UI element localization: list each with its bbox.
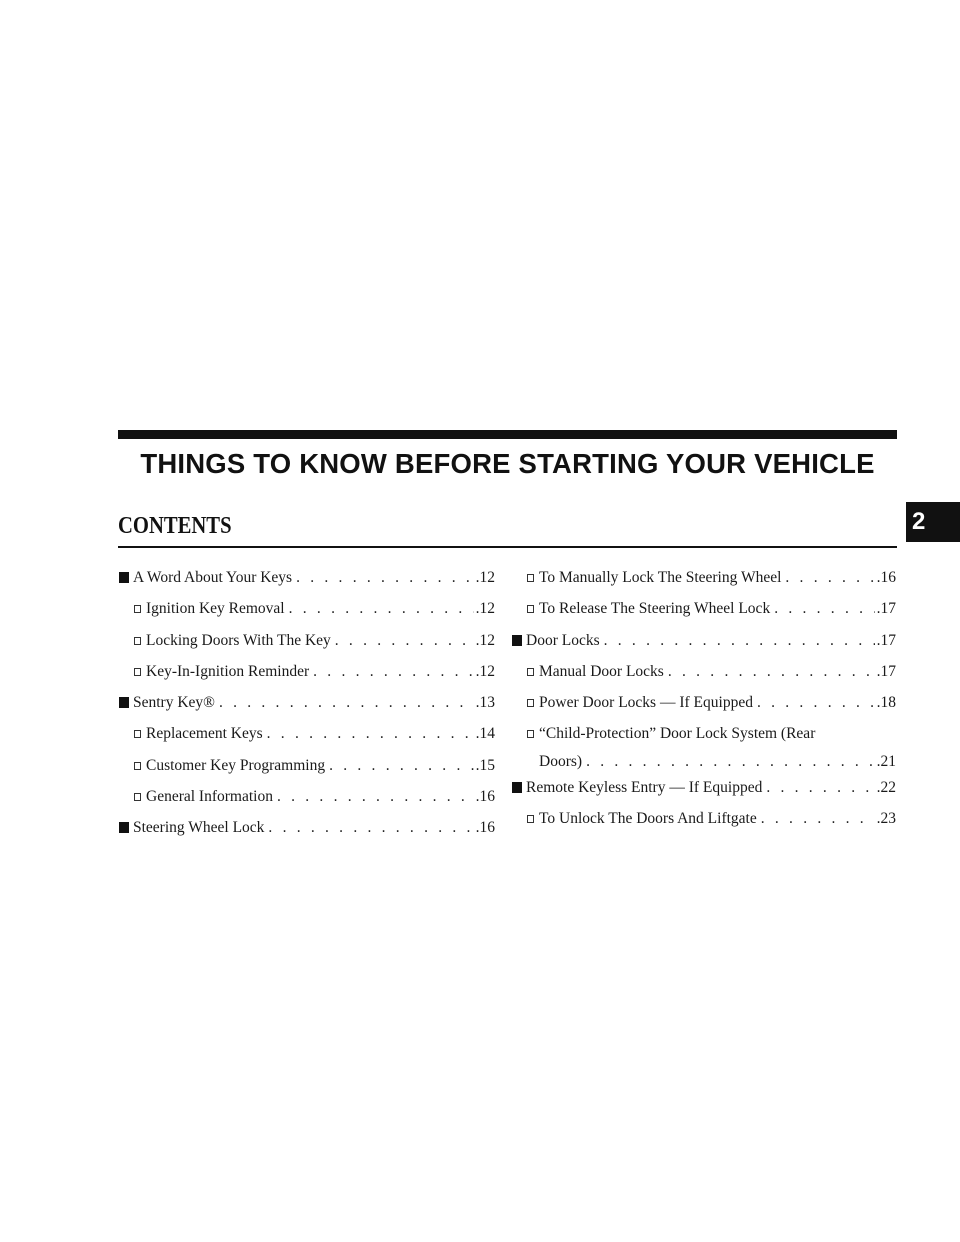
- toc-page-number: .17: [876, 662, 896, 680]
- toc-entry[interactable]: [119, 595, 495, 623]
- toc-entry[interactable]: [119, 658, 495, 686]
- toc-entry-title-continued: Doors): [539, 753, 583, 771]
- toc-page-number: .16: [876, 569, 896, 586]
- toc-entry-title: Power Door Locks — If Equipped: [539, 694, 753, 712]
- toc-page-number: .14: [475, 725, 495, 743]
- dot-leader: [313, 658, 473, 686]
- toc-page-number: .18: [876, 694, 896, 712]
- dot-leader: [586, 748, 875, 776]
- subsection-bullet-icon: [527, 605, 534, 613]
- toc-entry[interactable]: [512, 774, 896, 802]
- toc-entry-title: Ignition Key Removal: [146, 600, 285, 618]
- toc-entry-title: Locking Doors With The Key: [146, 631, 331, 649]
- subsection-bullet-icon: [134, 605, 141, 613]
- dot-leader: [761, 805, 875, 833]
- toc-entry-title: To Unlock The Doors And Liftgate: [539, 810, 757, 828]
- subsection-bullet-icon: [527, 668, 534, 676]
- dot-leader: [219, 689, 474, 717]
- toc-page-number: .22: [876, 778, 896, 796]
- toc-entry[interactable]: [512, 805, 896, 833]
- toc-page-number: .17: [876, 600, 896, 618]
- toc-entry-title: Key-In-Ignition Reminder: [146, 662, 310, 680]
- subsection-bullet-icon: [527, 574, 534, 582]
- toc-entry[interactable]: [512, 689, 896, 717]
- contents-rule: [118, 546, 897, 548]
- subsection-bullet-icon: [527, 815, 534, 823]
- dot-leader: [774, 595, 874, 623]
- toc-entry-title: “Child-Protection” Door Lock System (Rear: [539, 725, 816, 743]
- dot-leader: [267, 720, 474, 748]
- dot-leader: [329, 752, 474, 780]
- dot-leader: [289, 595, 474, 623]
- subsection-bullet-icon: [134, 762, 141, 770]
- dot-leader: [757, 689, 875, 717]
- toc-entry-title: Door Locks: [526, 631, 600, 649]
- toc-right-column: [512, 564, 896, 836]
- toc-entry[interactable]: [119, 564, 495, 592]
- toc-entry[interactable]: [119, 783, 495, 811]
- toc-page-number: .12: [475, 600, 495, 618]
- toc-entry[interactable]: [512, 564, 896, 592]
- dot-leader: [604, 627, 875, 655]
- toc-entry[interactable]: [119, 720, 495, 748]
- toc-entry[interactable]: [512, 720, 896, 770]
- toc-left-column: [119, 564, 495, 846]
- toc-entry[interactable]: [512, 627, 896, 655]
- toc-entry[interactable]: [119, 814, 495, 842]
- toc-page-number: .15: [475, 756, 495, 774]
- chapter-tab: 2: [906, 502, 960, 542]
- subsection-bullet-icon: [527, 699, 534, 707]
- section-bullet-icon: [119, 822, 129, 833]
- toc-entry[interactable]: [119, 689, 495, 717]
- subsection-bullet-icon: [134, 637, 141, 645]
- dot-leader: [277, 783, 474, 811]
- toc-page-number: .17: [876, 631, 896, 649]
- toc-entry[interactable]: [512, 595, 896, 623]
- toc-entry-title: Manual Door Locks: [539, 662, 664, 680]
- dot-leader: [766, 774, 874, 802]
- toc-entry-title: A Word About Your Keys: [133, 569, 293, 586]
- toc-entry[interactable]: [119, 627, 495, 655]
- dot-leader: [335, 627, 474, 655]
- toc-page-number: .13: [475, 694, 495, 712]
- toc-page-number: .12: [475, 569, 495, 586]
- dot-leader: [785, 564, 874, 592]
- toc-entry-title: To Manually Lock The Steering Wheel: [539, 569, 782, 586]
- dot-leader: [268, 814, 473, 842]
- subsection-bullet-icon: [134, 730, 141, 738]
- toc-page-number: .16: [475, 819, 495, 837]
- section-bullet-icon: [119, 697, 129, 708]
- toc-entry-title: Steering Wheel Lock: [133, 819, 265, 837]
- toc-page-number: .16: [475, 788, 495, 806]
- toc-page-number: .23: [876, 810, 896, 828]
- section-bullet-icon: [512, 782, 522, 793]
- toc-entry-title: Remote Keyless Entry — If Equipped: [526, 778, 763, 796]
- toc-page-number: .12: [475, 662, 495, 680]
- contents-heading: CONTENTS: [118, 513, 232, 539]
- toc-entry-title: Replacement Keys: [146, 725, 263, 743]
- dot-leader: [668, 658, 875, 686]
- subsection-bullet-icon: [134, 793, 141, 801]
- subsection-bullet-icon: [527, 730, 534, 738]
- chapter-top-rule: [118, 430, 897, 439]
- toc-entry-title: To Release The Steering Wheel Lock: [539, 600, 771, 618]
- toc-entry-title: Sentry Key®: [133, 694, 215, 712]
- toc-page-number: .21: [876, 753, 896, 771]
- dot-leader: [296, 564, 474, 592]
- section-bullet-icon: [512, 635, 522, 646]
- toc-entry-title: General Information: [146, 788, 273, 806]
- toc-entry[interactable]: [119, 752, 495, 780]
- chapter-title: THINGS TO KNOW BEFORE STARTING YOUR VEHICLE: [140, 448, 875, 479]
- toc-entry[interactable]: [512, 658, 896, 686]
- subsection-bullet-icon: [134, 668, 141, 676]
- section-bullet-icon: [119, 572, 129, 583]
- toc-entry-title: Customer Key Programming: [146, 756, 326, 774]
- toc-page-number: .12: [475, 631, 495, 649]
